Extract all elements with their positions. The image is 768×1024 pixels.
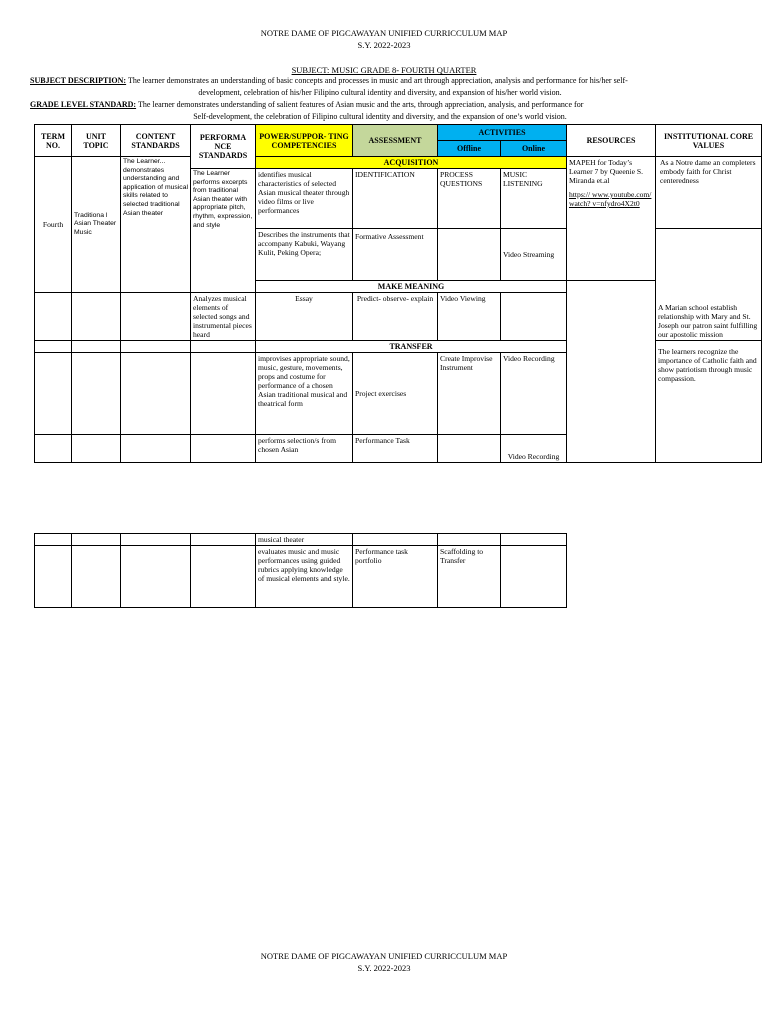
make-meaning-competency: Analyzes musical elements of selected songs and instrumental pieces heard	[191, 293, 256, 341]
content-standards-cell: The Learner... demonstrates understanding and application of musical skills related to selected traditional Asian theater	[121, 157, 191, 293]
transfer-competency-1: improvises appropriate sound, music, gesture, movements, props and costume for performance of a chosen Asian traditional musical and theatrical form	[256, 353, 353, 435]
cont-assessment-2: Performance task portfolio	[353, 546, 438, 608]
core-values-make-meaning: A Marian school establish relationship with Mary and St. Joseph our patron saint fulfilling our apostolic mission	[656, 229, 762, 341]
content-empty-1	[121, 293, 191, 341]
term-empty-2	[35, 341, 72, 353]
acquisition-online-2: Video Streaming	[501, 229, 567, 281]
transfer-offline-2	[438, 435, 501, 463]
header-offline: Offline	[438, 141, 501, 157]
perf-empty-2	[191, 341, 256, 353]
resources-link[interactable]: https:// www.youtube.com/ watch? v=nfydro4X2t0	[569, 190, 652, 208]
perf-empty-4	[191, 435, 256, 463]
content-empty-2	[121, 341, 191, 353]
school-year: S.Y. 2022-2023	[357, 40, 411, 50]
header-online: Online	[501, 141, 567, 157]
header-performance-standards: PERFORMA NCE STANDARDS	[191, 125, 256, 169]
core-values-acquisition: As a Notre dame an completers embody faith for Christ centeredness	[656, 157, 762, 229]
header-resources: RESOURCES	[567, 125, 656, 157]
acquisition-competency-1: identifies musical characteristics of selected Asian musical theater through video films or live performances	[256, 169, 353, 229]
transfer-offline-1: Create Improvise Instrument	[438, 353, 501, 435]
unit-empty-4	[72, 435, 121, 463]
header-power-competencies: POWER/SUPPOR- TING COMPETENCIES	[256, 125, 353, 157]
resources-book: MAPEH for Today’s Learner 7 by Queenie S. Miranda et.al	[569, 158, 644, 185]
unit-empty-1	[72, 293, 121, 341]
unit-empty-2	[72, 341, 121, 353]
transfer-assessment-2: Performance Task	[353, 435, 438, 463]
header-activities: ACTIVITIES	[438, 125, 567, 141]
phase-acquisition: ACQUISITION	[256, 157, 567, 169]
make-meaning-offline: Predict- observe- explain	[353, 293, 438, 341]
cont-term-1	[35, 534, 72, 546]
transfer-competency-2: performs selection/s from chosen Asian	[256, 435, 353, 463]
acquisition-offline-2	[438, 229, 501, 281]
footer-school-title: NOTRE DAME OF PIGCAWAYAN UNIFIED CURRICCULUM MAP	[260, 951, 508, 961]
perf-empty-3	[191, 353, 256, 435]
cont-offline-2: Scaffolding to Transfer	[438, 546, 501, 608]
subject-description-cont: development, celebration of his/her Filipino cultural identity and diversity, and expansion of his/her world vision.	[198, 88, 562, 97]
acquisition-competency-2: Describes the instruments that accompany Kabuki, Wayang Kulit, Peking Opera;	[256, 229, 353, 281]
cont-unit-2	[72, 546, 121, 608]
cont-assessment-1	[353, 534, 438, 546]
performance-standards-cell: The Learner performs excerpts from traditional Asian theater with appropriate pitch, rhythm, expression, and style	[191, 169, 256, 293]
grade-level-standard-text: The learner demonstrates understanding of salient features of Asian music and the arts, through appreciation, analysis, and performance for	[136, 100, 584, 109]
transfer-online-1: Video Recording	[501, 353, 567, 435]
cont-competency-1: musical theater	[256, 534, 353, 546]
cont-perf-1	[191, 534, 256, 546]
grade-level-standard	[30, 100, 730, 110]
subject-description	[30, 76, 730, 86]
subject-title: SUBJECT: MUSIC GRADE 8- FOURTH QUARTER	[291, 65, 477, 75]
cont-term-2	[35, 546, 72, 608]
grade-level-standard-cont: Self-development, the celebration of Filipino cultural identity and diversity, and the expansion of one’s world vision.	[193, 112, 567, 121]
acquisition-assessment-2: Formative Assessment	[353, 229, 438, 281]
content-empty-3	[121, 353, 191, 435]
resources-empty	[567, 281, 656, 463]
term-empty-4	[35, 435, 72, 463]
unit-topic-cell: Traditiona l Asian Theater Music	[72, 157, 121, 293]
core-values-transfer: The learners recognize the importance of Catholic faith and show patriotism through music compassion.	[656, 341, 762, 463]
transfer-assessment-1: Project exercises	[353, 353, 438, 435]
make-meaning-online: Video Viewing	[438, 293, 501, 341]
header-unit-topic: UNIT TOPIC	[72, 125, 121, 157]
header-assessment: ASSESSMENT	[353, 125, 438, 157]
make-meaning-assessment: Essay	[256, 293, 353, 341]
continuation-table	[34, 533, 567, 608]
cont-online-1	[501, 534, 567, 546]
resources-cell	[567, 157, 656, 281]
term-empty-1	[35, 293, 72, 341]
header-content-standards: CONTENT STANDARDS	[121, 125, 191, 157]
grade-level-standard-label: GRADE LEVEL STANDARD:	[30, 100, 137, 109]
acquisition-online-1: MUSIC LISTENING	[501, 169, 567, 229]
unit-empty-3	[72, 353, 121, 435]
content-empty-4	[121, 435, 191, 463]
transfer-online-2: Video Recording	[501, 435, 567, 463]
cont-content-1	[121, 534, 191, 546]
cont-unit-1	[72, 534, 121, 546]
acquisition-offline-1: PROCESS QUESTIONS	[438, 169, 501, 229]
header-core-values: INSTITUTIONAL CORE VALUES	[656, 125, 762, 157]
header-term: TERM NO.	[35, 125, 72, 157]
cont-content-2	[121, 546, 191, 608]
phase-transfer: TRANSFER	[256, 341, 567, 353]
cont-online-2	[501, 546, 567, 608]
cont-offline-1	[438, 534, 501, 546]
subject-description-text: The learner demonstrates an understanding of basic concepts and processes in music and art through appreciation, analysis and performance for his/her self-	[126, 76, 628, 85]
term-cell: Fourth	[35, 157, 72, 293]
phase-make-meaning: MAKE MEANING	[256, 281, 567, 293]
footer-school-year: S.Y. 2022-2023	[357, 963, 411, 973]
cont-perf-2	[191, 546, 256, 608]
acquisition-assessment-1: IDENTIFICATION	[353, 169, 438, 229]
subject-description-label: SUBJECT DESCRIPTION:	[30, 76, 127, 85]
school-title: NOTRE DAME OF PIGCAWAYAN UNIFIED CURRICCULUM MAP	[260, 28, 508, 38]
term-empty-3	[35, 353, 72, 435]
curriculum-table	[34, 124, 762, 463]
cont-competency-2: evaluates music and music performances using guided rubrics applying knowledge of musical elements and style.	[256, 546, 353, 608]
